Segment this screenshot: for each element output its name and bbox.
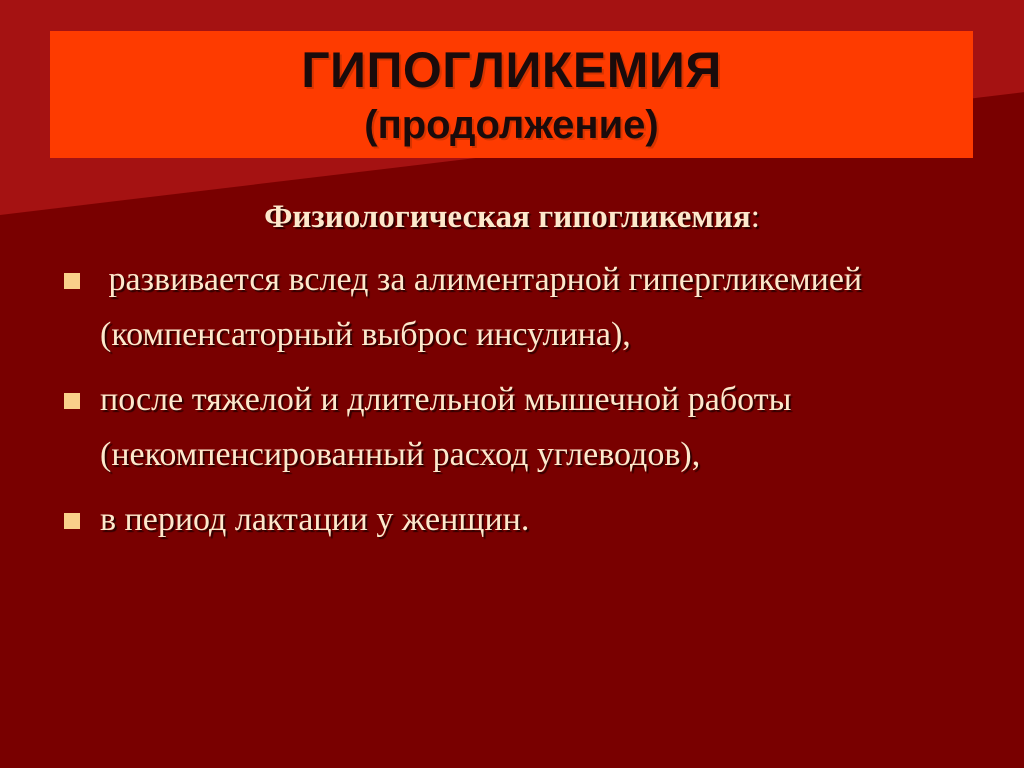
section-heading-colon: : [750,199,760,235]
title-box [50,31,973,158]
list-item [64,372,964,482]
list-item [64,252,964,362]
list-item-text: после тяжелой и длительной мышечной работы (некомпенсированный расход углеводов), [100,381,792,473]
square-bullet-icon [64,513,80,529]
bullet-list [64,252,964,557]
list-item [64,492,964,547]
slide-subtitle: (продолжение) [364,103,659,147]
section-heading-text: Физиологическая гипогликемия [264,199,751,235]
slide-title: ГИПОГЛИКЕМИЯ [301,42,722,98]
list-item-text: развивается вслед за алиментарной гипергликемией (компенсаторный выброс инсулина), [100,261,871,353]
section-heading [0,193,1024,241]
list-item-text: в период лактации у женщин. [100,501,530,538]
square-bullet-icon [64,393,80,409]
square-bullet-icon [64,273,80,289]
